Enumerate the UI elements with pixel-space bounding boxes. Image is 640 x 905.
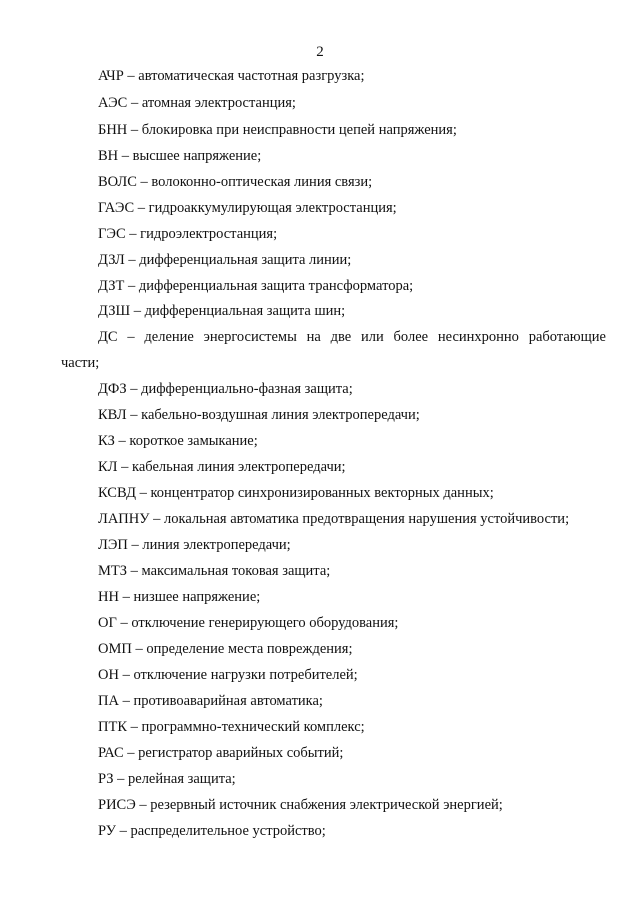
abbreviation-entry: КЗ – короткое замыкание; <box>98 433 258 449</box>
abbreviation-entry: ОН – отключение нагрузки потребителей; <box>98 667 358 683</box>
abbreviation-entry: БНН – блокировка при неисправности цепей напряжения; <box>98 122 457 138</box>
abbreviation-entry: ВОЛС – волоконно-оптическая линия связи; <box>98 174 373 190</box>
abbreviation-entry: РУ – распределительное устройство; <box>98 823 326 839</box>
abbreviation-entry: РИСЭ – резервный источник снабжения электрической энергией; <box>98 797 503 813</box>
abbreviation-entry: КСВД – концентратор синхронизированных векторных данных; <box>98 485 494 501</box>
abbreviation-entry: ОМП – определение места повреждения; <box>98 641 353 657</box>
abbreviation-entry: АЧР – автоматическая частотная разгрузка; <box>98 68 365 84</box>
abbreviation-entry: ВН – высшее напряжение; <box>98 148 262 164</box>
abbreviation-entry: ДЗЛ – дифференциальная защита линии; <box>98 252 352 268</box>
abbreviation-entry: ЛАПНУ – локальная автоматика предотвращения нарушения устойчивости; <box>98 511 570 527</box>
abbreviation-entry: МТЗ – максимальная токовая защита; <box>98 563 331 579</box>
abbreviation-entry: ДЗШ – дифференциальная защита шин; <box>98 303 346 319</box>
abbreviation-entry: ГЭС – гидроэлектростанция; <box>98 226 278 242</box>
abbreviation-entry: КЛ – кабельная линия электропередачи; <box>98 459 346 475</box>
abbreviation-entry-continuation: части; <box>61 355 100 371</box>
abbreviation-entry: ОГ – отключение генерирующего оборудования; <box>98 615 399 631</box>
abbreviation-entry: РЗ – релейная защита; <box>98 771 236 787</box>
abbreviation-entry: РАС – регистратор аварийных событий; <box>98 745 344 761</box>
abbreviation-entry: КВЛ – кабельно-воздушная линия электропередачи; <box>98 407 420 423</box>
page-number: 2 <box>316 44 324 60</box>
abbreviation-entry: ПТК – программно-технический комплекс; <box>98 719 365 735</box>
abbreviation-entry: ДЗТ – дифференциальная защита трансформатора; <box>98 278 414 294</box>
abbreviation-entry: ГАЭС – гидроаккумулирующая электростанция; <box>98 200 397 216</box>
abbreviation-entry: ЛЭП – линия электропередачи; <box>98 537 291 553</box>
abbreviation-entry: ДС – деление энергосистемы на две или более несинхронно работающие <box>98 329 606 345</box>
abbreviation-entry: АЭС – атомная электростанция; <box>98 95 296 111</box>
abbreviation-entry: ДФЗ – дифференциально-фазная защита; <box>98 381 353 397</box>
abbreviation-entry: НН – низшее напряжение; <box>98 589 261 605</box>
abbreviation-entry: ПА – противоаварийная автоматика; <box>98 693 323 709</box>
